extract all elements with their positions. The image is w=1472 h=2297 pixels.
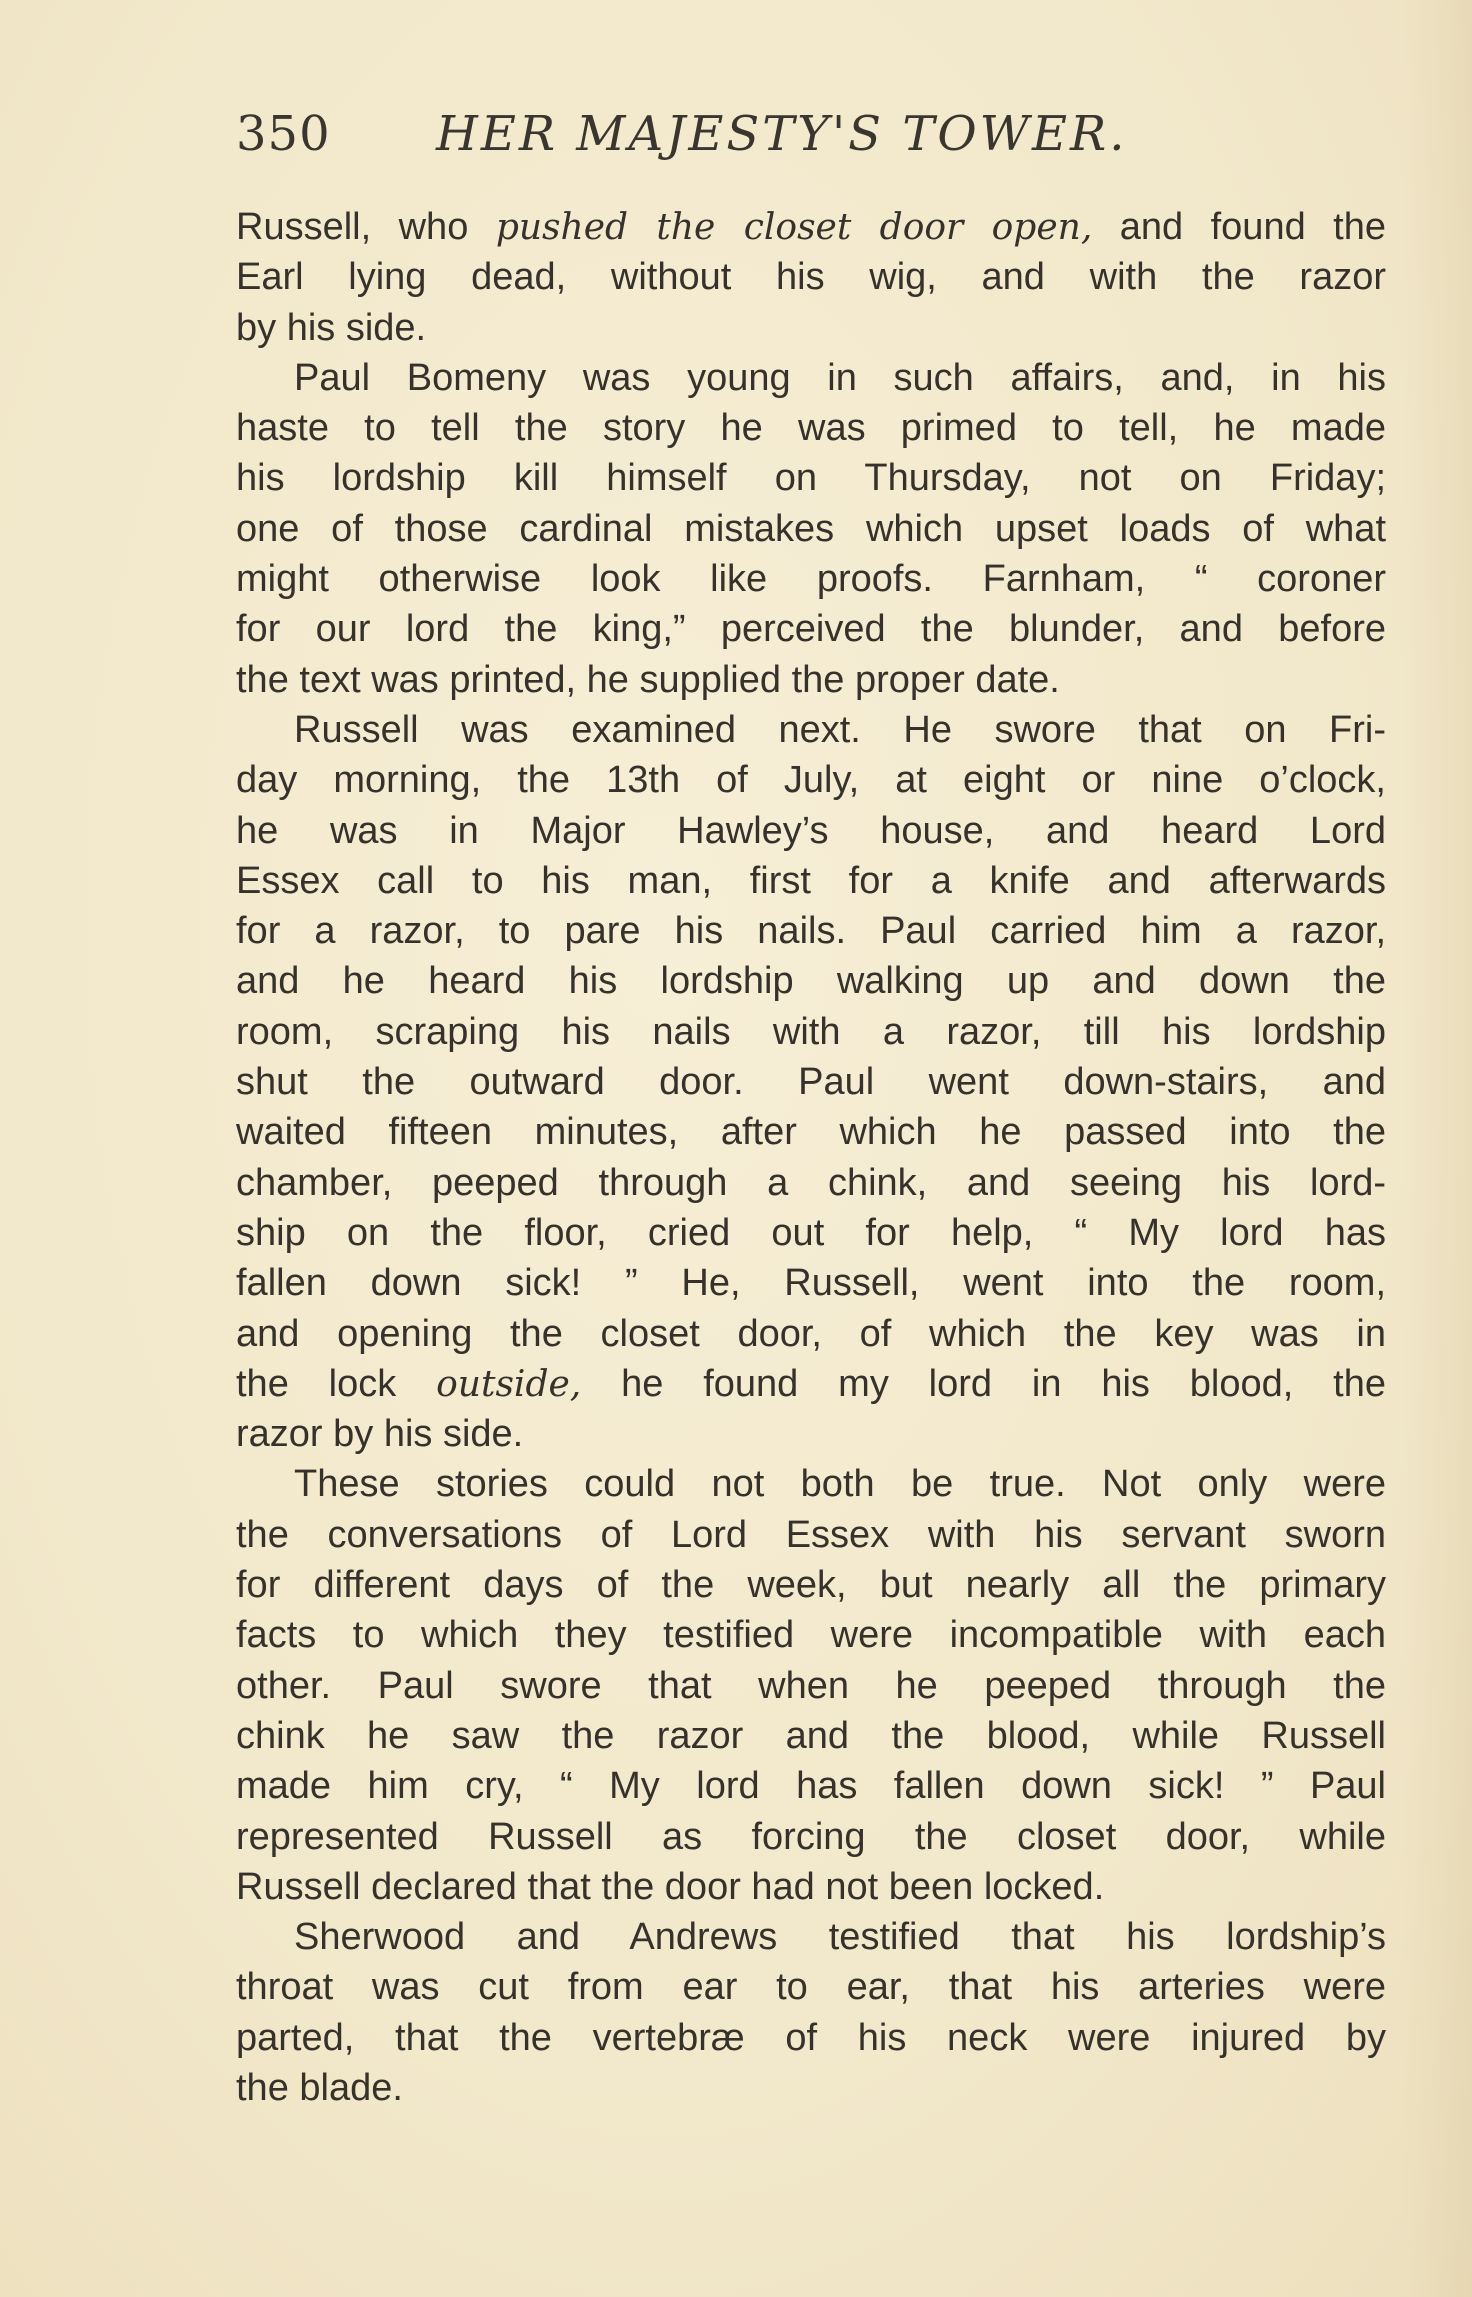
text-line [236,1610,1386,1660]
text-segment: ship on the floor, cried out for help, “ My lord has [236,1211,1386,1254]
text-line [236,1510,1386,1560]
text-line [236,1309,1386,1359]
text-line [236,1661,1386,1711]
text-segment: Paul Bomeny was young in such affairs, and, in his [294,356,1386,399]
text-line [236,1107,1386,1157]
text-line [236,403,1386,453]
text-line [236,2063,1386,2113]
text-segment: represented Russell as forcing the closet door, while [236,1815,1386,1858]
text-segment: might otherwise look like proofs. Farnham, “ coroner [236,558,1386,601]
running-header [236,100,1236,180]
text-segment: the conversations of Lord Essex with his servant sworn [236,1513,1386,1556]
text-segment: haste to tell the story he was primed to tell, he made [236,407,1386,450]
text-segment: and he heard his lordship walking up and down the [236,960,1386,1003]
text-segment: one of those cardinal mistakes which upset loads of what [236,507,1386,550]
text-line [236,353,1386,403]
text-line [236,1158,1386,1208]
text-line [236,1208,1386,1258]
text-line [236,1711,1386,1761]
text-line [236,1007,1386,1057]
text-segment: chink he saw the razor and the blood, while Russell [236,1714,1386,1757]
text-segment: chamber, peeped through a chink, and seeing his lord- [236,1161,1386,1204]
text-segment: the text was printed, he supplied the proper date. [236,658,1060,701]
text-segment: he found my lord in his blood, the [581,1362,1386,1405]
text-line [236,1912,1386,1962]
text-line [236,202,1386,252]
page-number: 350 [236,106,331,162]
text-segment: Russell, who [236,206,496,248]
text-line [236,1459,1386,1509]
text-line [236,755,1386,805]
italic-text-segment: pushed the closet door open, [495,207,1093,248]
text-segment: day morning, the 13th of July, at eight or nine o’clock, [236,759,1386,802]
text-line [236,554,1386,604]
text-line [236,655,1386,705]
text-segment: room, scraping his nails with a razor, till his lordship [236,1010,1386,1053]
text-segment: Earl lying dead, without his wig, and with the razor [236,256,1386,299]
text-line [236,303,1386,353]
text-segment: for different days of the week, but nearly all the primary [236,1564,1386,1607]
text-segment: other. Paul swore that when he peeped through the [236,1664,1386,1707]
text-line [236,252,1386,302]
text-segment: parted, that the vertebræ of his neck were injured by [236,2016,1386,2059]
text-line [236,1962,1386,2012]
text-line [236,1359,1386,1409]
text-line [236,1409,1386,1459]
text-line [236,956,1386,1006]
text-segment: Sherwood and Andrews testified that his lordship’s [294,1916,1386,1959]
text-line [236,856,1386,906]
text-segment: waited fifteen minutes, after which he passed into the [236,1111,1386,1154]
text-line [236,453,1386,503]
text-segment: the lock [236,1362,437,1405]
text-segment: razor by his side. [236,1413,524,1456]
text-segment: Russell was examined next. He swore that on Fri- [294,708,1386,751]
text-segment: for a razor, to pare his nails. Paul carried him a razor, [236,910,1386,953]
text-segment: he was in Major Hawley’s house, and heard Lord [236,809,1386,852]
text-line [236,604,1386,654]
text-segment: Russell declared that the door had not been locked. [236,1865,1105,1908]
text-segment: his lordship kill himself on Thursday, not on Friday; [236,457,1386,500]
text-segment: These stories could not both be true. Not only were [294,1463,1386,1506]
text-line [236,1761,1386,1811]
text-segment: fallen down sick! ” He, Russell, went into the room, [236,1262,1386,1305]
italic-text-segment: outside, [436,1363,582,1405]
text-segment: made him cry, “ My lord has fallen down sick! ” Paul [236,1765,1386,1808]
text-line [236,1560,1386,1610]
text-line [236,1057,1386,1107]
body-text [236,202,1386,2113]
text-line [236,705,1386,755]
text-segment: shut the outward door. Paul went down-stairs, and [236,1061,1386,1104]
text-line [236,1258,1386,1308]
text-line [236,906,1386,956]
text-segment: the blade. [236,2066,403,2109]
text-line [236,1862,1386,1912]
text-line [236,504,1386,554]
text-segment: facts to which they testified were incompatible with each [236,1614,1386,1657]
running-title: HER MAJESTY'S TOWER. [436,106,1128,162]
text-segment: by his side. [236,306,427,349]
text-line [236,806,1386,856]
text-line [236,2013,1386,2063]
text-line [236,1812,1386,1862]
text-segment: and opening the closet door, of which the key was in [236,1312,1386,1355]
page-edge-shading [1402,0,1472,2297]
text-segment: throat was cut from ear to ear, that his arteries were [236,1966,1386,2009]
text-segment: Essex call to his man, first for a knife and afterwards [236,859,1386,902]
text-segment: and found the [1092,206,1387,248]
text-segment: for our lord the king,” perceived the blunder, and before [236,608,1386,651]
